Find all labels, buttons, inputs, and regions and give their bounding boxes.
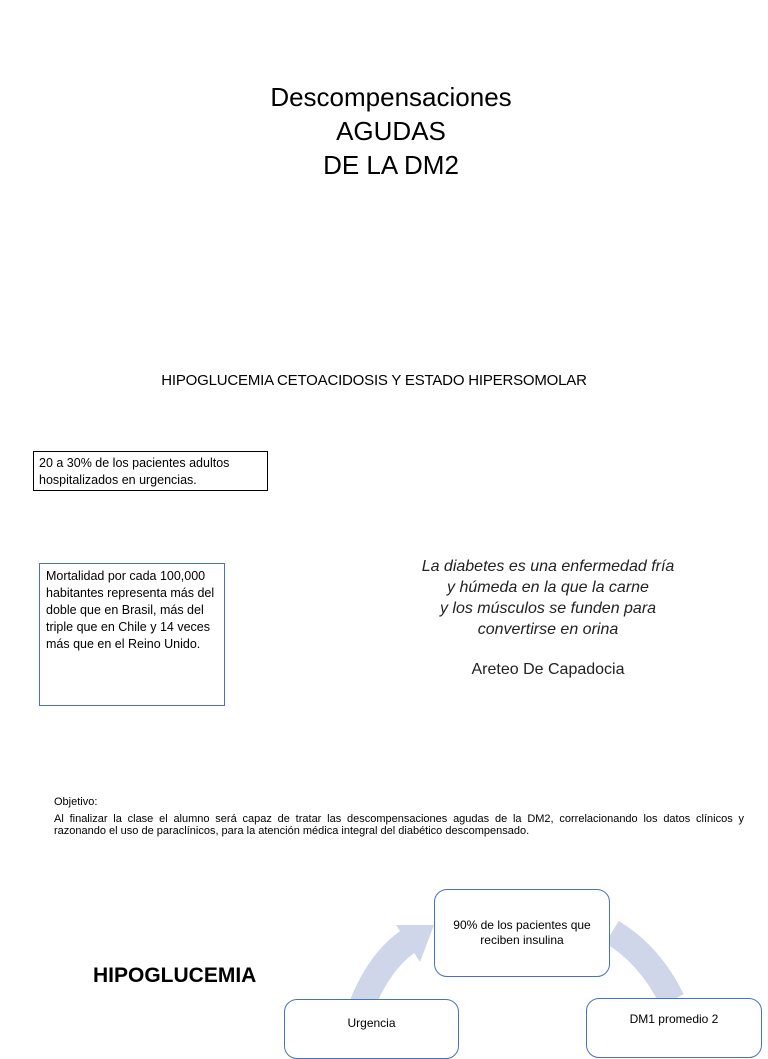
quote-line-2: y húmeda en la que la carne [447, 579, 649, 596]
cycle-node-left: Urgencia [284, 999, 459, 1059]
objective-section [54, 796, 744, 837]
stat-box: 20 a 30% de los pacientes adultos hospitalizados en urgencias. [33, 451, 268, 491]
title-line-2: AGUDAS [336, 116, 446, 146]
quote-line-1: La diabetes es una enfermedad fría [421, 558, 675, 575]
mortality-box: Mortalidad por cada 100,000 habitantes representa más del doble que en Brasil, más del triple que en Chile y 14 veces más que en el Reino Unido. [39, 563, 225, 706]
cycle-arrowhead-left [396, 925, 434, 962]
cycle-node-top: 90% de los pacientes que reciben insulina [434, 889, 610, 977]
objective-text: Al finalizar la clase el alumno será capaz de tratar las descompensaciones agudas de la DM2, correlacionando los datos clínicos y razonando el uso de paraclínicos, para la atención médica integral del diabético descompensado. [54, 813, 744, 837]
quote-line-3: y los músculos se funden para [439, 600, 657, 617]
quote-line-4: convertirse en orina [477, 621, 619, 638]
subtitle: HIPOGLUCEMIA CETOACIDOSIS Y ESTADO HIPERSOMOLAR [161, 372, 587, 389]
quote-author: Areteo De Capadocia [471, 661, 625, 678]
section-heading: HIPOGLUCEMIA [93, 964, 257, 987]
objective-label: Objetivo: [54, 796, 98, 808]
page-title [0, 80, 768, 182]
cycle-arrow-right [612, 932, 672, 1000]
quote [380, 556, 716, 640]
title-line-3: DE LA DM2 [323, 150, 459, 180]
title-line-1: Descompensaciones [270, 82, 512, 112]
cycle-node-right: DM1 promedio 2 [586, 998, 762, 1058]
cycle-arrow-left [362, 940, 410, 1005]
